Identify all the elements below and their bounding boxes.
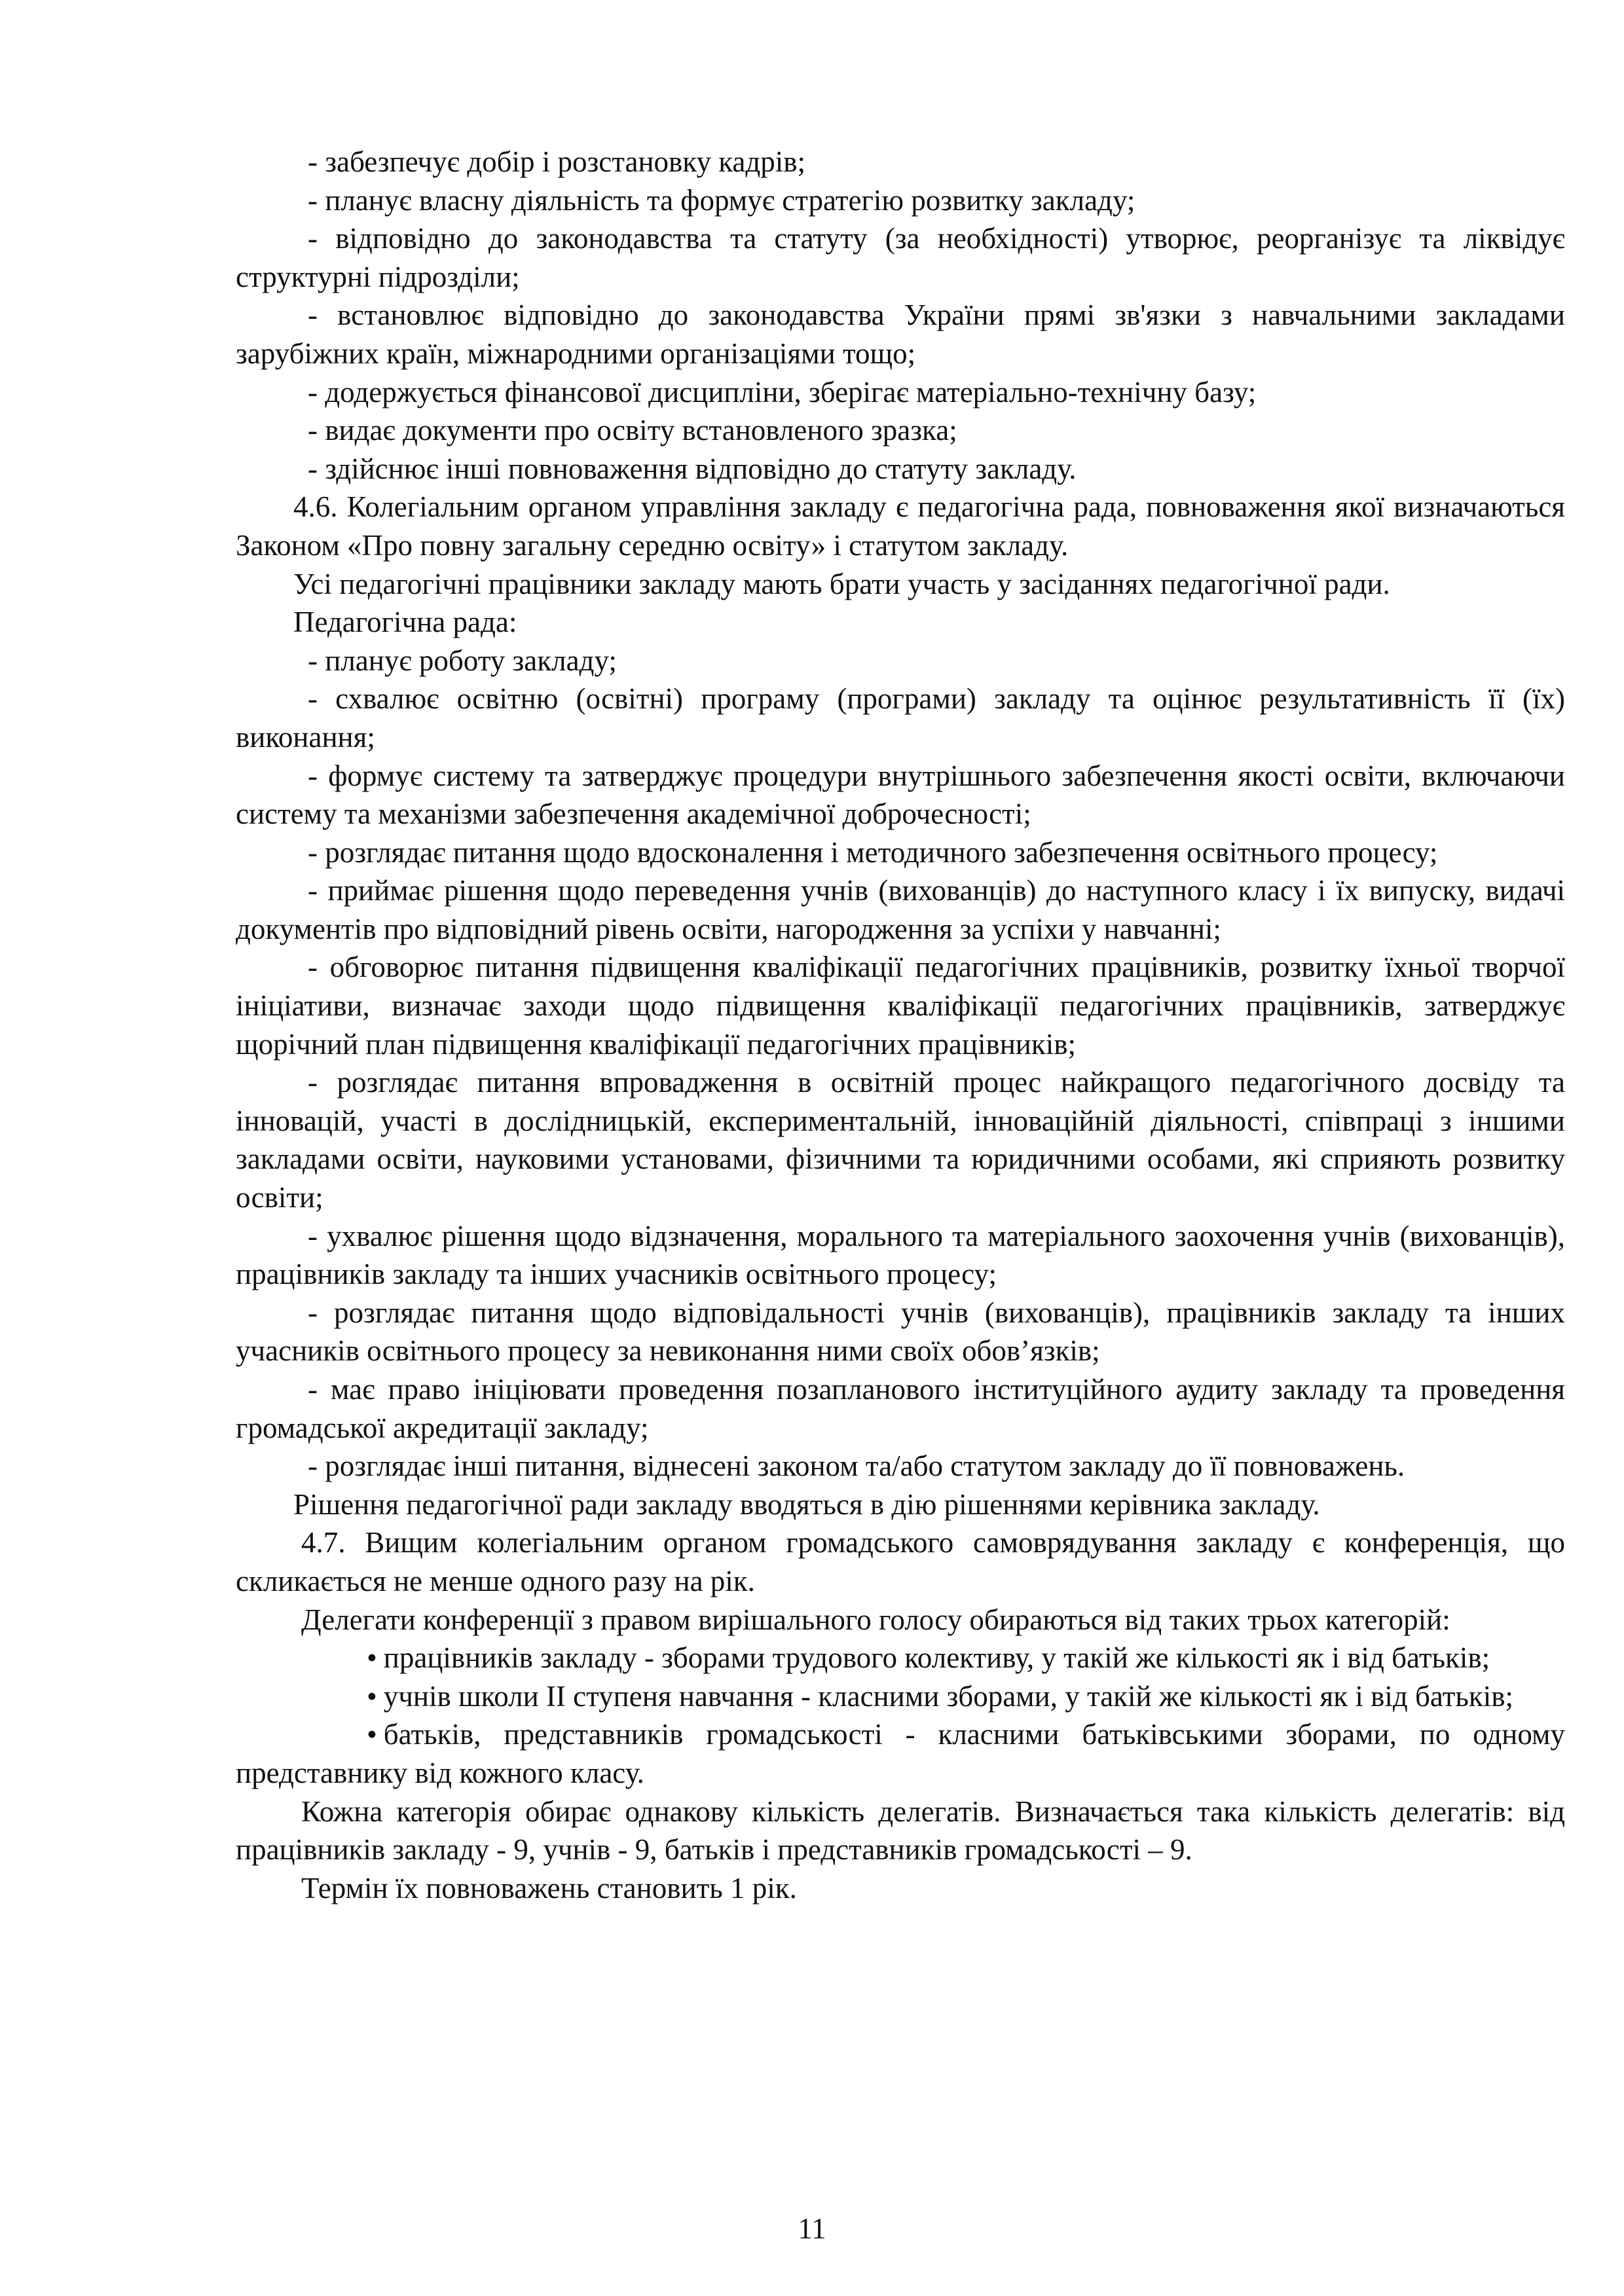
list-item (236, 1294, 1565, 1370)
paragraph-text: Термін їх повноважень становить 1 рік. (301, 1871, 797, 1904)
section-4-6-paragraph (236, 488, 1565, 564)
bullet-item (236, 1677, 1565, 1716)
paragraph-text: - здійснює інші повноваження відповідно до статуту закладу. (308, 452, 1077, 485)
paragraph (236, 1485, 1565, 1524)
paragraph-text: - забезпечує добір і розстановку кадрів; (308, 145, 806, 178)
paragraph (236, 1601, 1565, 1639)
list-item (236, 373, 1565, 412)
paragraph-text: Делегати конференції з правом вирішального голосу обираються від таких трьох категорій: (301, 1603, 1450, 1636)
paragraph-text: - додержується фінансової дисципліни, зберігає матеріально-технічну базу; (308, 375, 1257, 409)
paragraph-text: працівників закладу - зборами трудового колективу, у такій же кількості як і від батьків; (383, 1641, 1490, 1675)
paragraph-text: - планує роботу закладу; (308, 644, 617, 677)
list-item (236, 296, 1565, 373)
paragraph-text: 4.7. Вищим колегіальним органом громадського самоврядування закладу є конференція, що скликається не менше одного разу на рік. (236, 1526, 1565, 1597)
list-item (236, 642, 1565, 680)
bullet-item (236, 1639, 1565, 1677)
paragraph-text: - приймає рішення щодо переведення учнів (вихованців) до наступного класу і їх випуску, видачі документів про відповідний рівень освіти, нагородження за успіхи у навчанні; (236, 874, 1565, 945)
paragraph-text: Педагогічна рада: (293, 606, 517, 639)
paragraph-text: учнів школи ІІ ступеня навчання - класними зборами, у такій же кількості як і від батьків; (383, 1679, 1513, 1713)
paragraph-text: - обговорює питання підвищення кваліфікації педагогічних працівників, розвитку їхньої творчої ініціативи, визначає заходи щодо підвищення кваліфікації педагогічних працівників, затверджує щорічний план підвищення кваліфікації педагогічних працівників; (236, 951, 1565, 1061)
list-item (236, 143, 1565, 181)
paragraph-text: - видає документи про освіту встановленого зразка; (308, 414, 957, 447)
paragraph-text: - розглядає питання впровадження в освітній процес найкращого педагогічного досвіду та інновацій, участі в дослідницькій, експериментальній, інноваційній діяльності, співпраці з іншими закладами освіти, науковими установами, фізичними та юридичними особами, які сприяють розвитку освіти; (236, 1066, 1565, 1214)
paragraph (236, 1793, 1565, 1869)
section-4-7-paragraph (236, 1523, 1565, 1600)
paragraph-text: - розглядає інші питання, віднесені законом та/або статутом закладу до її повноважень. (308, 1449, 1405, 1483)
bullet-icon: • (367, 1679, 377, 1713)
list-item (236, 757, 1565, 833)
paragraph-text: Рішення педагогічної ради закладу вводяться в дію рішеннями керівника закладу. (293, 1487, 1320, 1521)
bullet-item (236, 1715, 1565, 1792)
list-item (236, 1217, 1565, 1294)
paragraph-text: Усі педагогічні працівники закладу мають брати участь у засіданнях педагогічної ради. (293, 567, 1390, 600)
document-body (236, 143, 1565, 1907)
list-item (236, 1447, 1565, 1485)
paragraph-text: - розглядає питання щодо відповідальності учнів (вихованців), працівників закладу та інших учасників освітнього процесу за невиконання ними своїх обов’язків; (236, 1296, 1565, 1368)
paragraph-text: - формує систему та затверджує процедури внутрішнього забезпечення якості освіти, включаючи систему та механізми забезпечення академічної доброчесності; (236, 759, 1565, 831)
paragraph-text: - планує власну діяльність та формує стратегію розвитку закладу; (308, 183, 1135, 217)
paragraph-text: батьків, представників громадськості - класними батьківськими зборами, по одному представнику від кожного класу. (236, 1718, 1565, 1789)
list-item (236, 219, 1565, 296)
list-item (236, 871, 1565, 948)
paragraph-text: Кожна категорія обирає однакову кількість делегатів. Визначається така кількість делегатів: від працівників закладу - 9, учнів - 9, батьків і представників громадськості – 9. (236, 1795, 1565, 1867)
paragraph-text: - розглядає питання щодо вдосконалення і методичного забезпечення освітнього процесу; (308, 835, 1438, 869)
paragraph-text: - має право ініціювати проведення позапланового інституційного аудиту закладу та проведення громадської акредитації закладу; (236, 1373, 1565, 1444)
paragraph (236, 603, 1565, 642)
page-number: 11 (798, 2212, 826, 2245)
paragraph-text: - схвалює освітню (освітні) програму (програми) закладу та оцінює результативність її (їх) виконання; (236, 682, 1565, 754)
bullet-icon: • (367, 1718, 377, 1751)
list-item (236, 450, 1565, 488)
list-item (236, 680, 1565, 756)
list-item (236, 1370, 1565, 1447)
paragraph (236, 1869, 1565, 1908)
list-item (236, 948, 1565, 1063)
bullet-icon: • (367, 1641, 377, 1675)
paragraph-text: - встановлює відповідно до законодавства України прямі зв'язки з навчальними закладами зарубіжних країн, міжнародними організаціями тощо; (236, 299, 1565, 370)
list-item (236, 1063, 1565, 1216)
list-item (236, 181, 1565, 220)
paragraph-text: 4.6. Колегіальним органом управління закладу є педагогічна рада, повноваження якої визначаються Законом «Про повну загальну середню освіту» і статутом закладу. (236, 490, 1565, 562)
paragraph (236, 565, 1565, 604)
list-item (236, 411, 1565, 450)
paragraph-text: - ухвалює рішення щодо відзначення, морального та матеріального заохочення учнів (вихованців), працівників закладу та інших учасників освітнього процесу; (236, 1219, 1565, 1291)
list-item (236, 833, 1565, 872)
paragraph-text: - відповідно до законодавства та статуту (за необхідності) утворює, реорганізує та ліквідує структурні підрозділи; (236, 222, 1565, 293)
